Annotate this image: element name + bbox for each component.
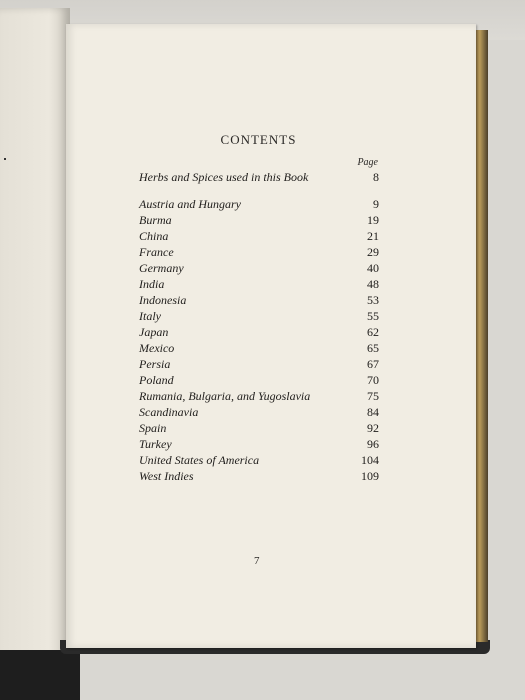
- toc-entry-title: Austria and Hungary: [139, 197, 241, 211]
- toc-entry-title: Turkey: [139, 437, 172, 451]
- toc-entry-page: 48: [367, 277, 379, 291]
- page-number: 7: [254, 555, 260, 567]
- toc-entry-page: 8: [373, 170, 379, 184]
- toc-entry: [139, 309, 379, 325]
- toc-entry-page: 21: [367, 229, 379, 243]
- toc-entry-page: 9: [373, 197, 379, 211]
- toc-entry-title: West Indies: [139, 469, 194, 483]
- toc-entry-title: Persia: [139, 357, 171, 371]
- toc-entry-title: United States of America: [139, 453, 260, 467]
- toc-entry: [139, 421, 379, 437]
- toc-entry-page: 29: [367, 245, 379, 259]
- toc-entry-intro: [139, 170, 379, 186]
- toc-entry: [139, 453, 379, 469]
- toc-entry-page: 104: [361, 453, 379, 467]
- toc-entry-page: 84: [367, 405, 379, 419]
- toc-entry: [139, 437, 379, 453]
- toc-entry: [139, 357, 379, 373]
- toc-entry-page: 53: [367, 293, 379, 307]
- page-heading: CONTENTS: [220, 132, 297, 147]
- toc-entry-title: Mexico: [139, 341, 175, 355]
- toc-entry: [139, 245, 379, 261]
- toc-entry-title: China: [139, 229, 169, 243]
- page-column-label: Page: [357, 157, 378, 168]
- toc-entry: [139, 229, 379, 245]
- toc-entry-title: Italy: [139, 309, 161, 323]
- toc-entry-page: 62: [367, 325, 379, 339]
- toc-entry-page: 40: [367, 261, 379, 275]
- toc-entry-page: 65: [367, 341, 379, 355]
- toc-entry: [139, 213, 379, 229]
- ink-mark: [4, 158, 6, 160]
- toc-entry-title: Japan: [139, 325, 169, 339]
- toc-entry: [139, 405, 379, 421]
- toc-entry-title: Burma: [139, 213, 172, 227]
- toc-entry-title: India: [139, 277, 165, 291]
- facing-page: [0, 8, 70, 663]
- toc-entry-page: 19: [367, 213, 379, 227]
- toc-entry: [139, 389, 379, 405]
- toc-entry-title: Herbs and Spices used in this Book: [139, 170, 309, 184]
- toc-entry-title: Rumania, Bulgaria, and Yugoslavia: [139, 389, 311, 403]
- toc-entry: [139, 469, 379, 485]
- toc-entry: [139, 293, 379, 309]
- toc-entry: [139, 341, 379, 357]
- toc-entry: [139, 261, 379, 277]
- toc-entry-title: Scandinavia: [139, 405, 199, 419]
- toc-entry: [139, 197, 379, 213]
- toc-entry-page: 109: [361, 469, 379, 483]
- toc-entry-title: Poland: [139, 373, 174, 387]
- toc-entry-page: 96: [367, 437, 379, 451]
- toc-entry-page: 75: [367, 389, 379, 403]
- toc-entry: [139, 325, 379, 341]
- toc-entry-title: Indonesia: [139, 293, 187, 307]
- toc-entry: [139, 277, 379, 293]
- toc-entry: [139, 373, 379, 389]
- toc-entry-title: France: [139, 245, 174, 259]
- toc-entry-title: Spain: [139, 421, 167, 435]
- toc-entry-page: 67: [367, 357, 379, 371]
- book-cover-corner: [0, 650, 80, 700]
- contents-page: [66, 24, 476, 648]
- toc-entry-page: 92: [367, 421, 379, 435]
- toc-entry-page: 70: [367, 373, 379, 387]
- toc-entry-title: Germany: [139, 261, 184, 275]
- toc-entry-page: 55: [367, 309, 379, 323]
